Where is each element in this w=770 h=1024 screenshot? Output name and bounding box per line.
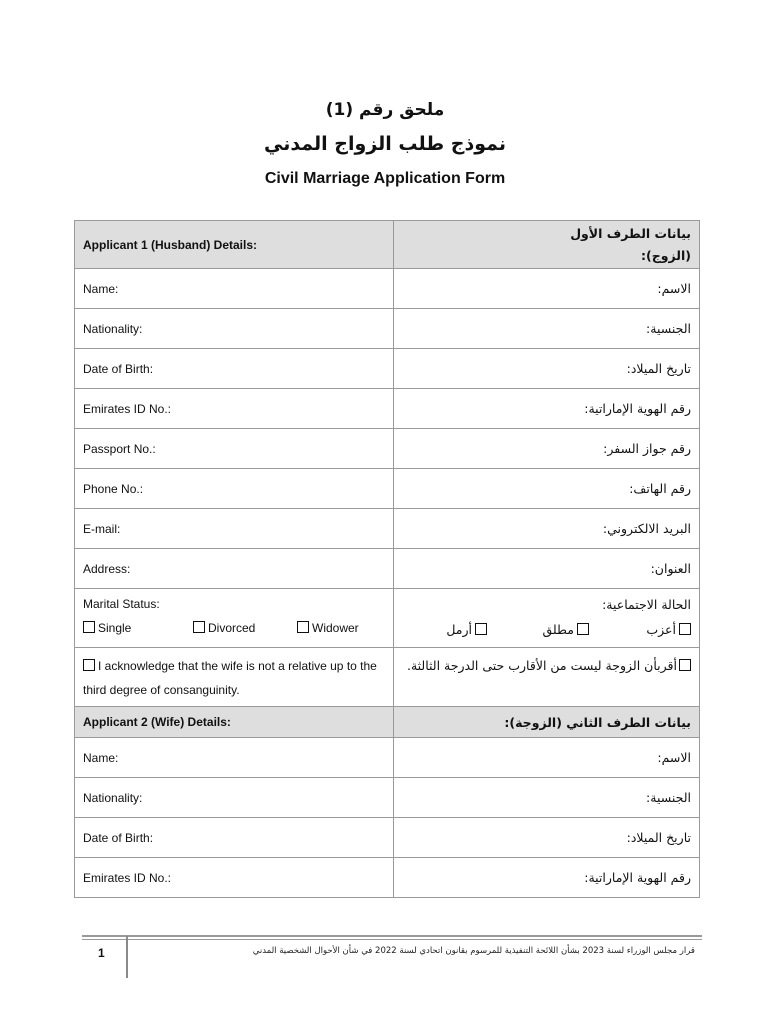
marital-status-label-ar: الحالة الاجتماعية: xyxy=(602,597,691,612)
dob-label-ar: تاريخ الميلاد: xyxy=(626,361,691,376)
form-title-english: Civil Marriage Application Form xyxy=(264,170,506,187)
wife-emirates-id-label-en: Emirates ID No.: xyxy=(75,858,394,898)
wife-field-row-name xyxy=(75,738,700,778)
divorced-checkbox-ar[interactable] xyxy=(577,623,589,635)
field-row-email xyxy=(75,509,700,549)
applicant2-heading-ar: بيانات الطرف الثاني (الزوجة): xyxy=(394,707,700,738)
page-number: 1 xyxy=(98,946,105,960)
email-label-ar: البريد الالكتروني: xyxy=(602,521,691,536)
wife-emirates-id-field[interactable] xyxy=(394,858,700,898)
footer-divider xyxy=(82,935,702,937)
field-row-address xyxy=(75,549,700,589)
single-checkbox-en[interactable] xyxy=(83,621,95,633)
wife-name-label-en: Name: xyxy=(75,738,394,778)
widower-option-ar[interactable]: أرمل xyxy=(446,622,487,637)
wife-name-field[interactable] xyxy=(394,738,700,778)
nationality-label-en: Nationality: xyxy=(75,309,394,349)
name-field[interactable] xyxy=(394,269,700,309)
wife-dob-label-ar: تاريخ الميلاد: xyxy=(626,830,691,845)
wife-nationality-field[interactable] xyxy=(394,778,700,818)
field-row-passport xyxy=(75,429,700,469)
emirates-id-field[interactable] xyxy=(394,389,700,429)
acknowledgement-checkbox-en[interactable] xyxy=(83,659,95,671)
footer-decree-text: قرار مجلس الوزراء لسنة 2023 بشأن اللائحة التنفيذية للمرسوم بقانون اتحادي لسنة 2022 في شأن الأحوال الشخصية المدني xyxy=(252,946,695,956)
email-label-en: E-mail: xyxy=(75,509,394,549)
acknowledgement-ar xyxy=(394,648,700,707)
applicant1-heading-row xyxy=(75,221,700,269)
wife-dob-field[interactable] xyxy=(394,818,700,858)
phone-field[interactable] xyxy=(394,469,700,509)
address-label-en: Address: xyxy=(75,549,394,589)
name-label-ar: الاسم: xyxy=(657,281,691,296)
field-row-dob xyxy=(75,349,700,389)
dob-field[interactable] xyxy=(394,349,700,389)
emirates-id-label-en: Emirates ID No.: xyxy=(75,389,394,429)
application-form-table xyxy=(74,220,700,898)
footer-vertical-divider xyxy=(126,936,128,978)
widower-checkbox-ar[interactable] xyxy=(475,623,487,635)
divorced-option-ar[interactable]: مطلق xyxy=(542,622,589,637)
wife-field-row-emirates-id xyxy=(75,858,700,898)
phone-label-ar: رقم الهاتف: xyxy=(629,481,691,496)
marital-status-row xyxy=(75,589,700,648)
acknowledgement-row xyxy=(75,648,700,707)
wife-field-row-nationality xyxy=(75,778,700,818)
wife-emirates-id-label-ar: رقم الهوية الإماراتية: xyxy=(584,870,691,885)
address-label-ar: العنوان: xyxy=(650,561,691,576)
passport-field[interactable] xyxy=(394,429,700,469)
passport-label-en: Passport No.: xyxy=(75,429,394,469)
nationality-label-ar: الجنسية: xyxy=(646,321,691,336)
wife-name-label-ar: الاسم: xyxy=(657,750,691,765)
field-row-name xyxy=(75,269,700,309)
divorced-checkbox-en[interactable] xyxy=(193,621,205,633)
name-label-en: Name: xyxy=(75,269,394,309)
widower-option-en[interactable]: Widower xyxy=(297,621,359,635)
single-option-en[interactable]: Single xyxy=(83,621,131,635)
footer-divider-thin xyxy=(82,939,702,940)
form-header xyxy=(0,96,770,194)
wife-field-row-dob xyxy=(75,818,700,858)
field-row-phone xyxy=(75,469,700,509)
wife-dob-label-en: Date of Birth: xyxy=(75,818,394,858)
divorced-option-en[interactable]: Divorced xyxy=(193,621,255,635)
applicant2-heading-en: Applicant 2 (Wife) Details: xyxy=(75,707,394,738)
form-title-arabic: نموذج طلب الزواج المدني xyxy=(263,133,507,155)
dob-label-en: Date of Birth: xyxy=(75,349,394,389)
single-checkbox-ar[interactable] xyxy=(679,623,691,635)
passport-label-ar: رقم جواز السفر: xyxy=(603,441,691,456)
applicant2-heading-row xyxy=(75,707,700,738)
applicant1-heading-en: Applicant 1 (Husband) Details: xyxy=(75,221,394,269)
emirates-id-label-ar: رقم الهوية الإماراتية: xyxy=(584,401,691,416)
applicant1-heading-ar: بيانات الطرف الأول (الزوج): xyxy=(394,221,700,269)
acknowledgement-text-ar: أقربأن الزوجة ليست من الأقارب حتى الدرجة الثالثة. xyxy=(406,658,677,673)
acknowledgement-text-en: I acknowledge that the wife is not a relative up to the third degree of consanguinity. xyxy=(83,659,377,697)
phone-label-en: Phone No.: xyxy=(75,469,394,509)
email-field[interactable] xyxy=(394,509,700,549)
field-row-nationality xyxy=(75,309,700,349)
acknowledgement-en xyxy=(75,648,394,707)
address-field[interactable] xyxy=(394,549,700,589)
wife-nationality-label-en: Nationality: xyxy=(75,778,394,818)
marital-status-ar xyxy=(394,589,700,648)
marital-status-en xyxy=(75,589,394,648)
annex-number: ملحق رقم (1) xyxy=(325,100,445,120)
widower-checkbox-en[interactable] xyxy=(297,621,309,633)
single-option-ar[interactable]: أعزب xyxy=(646,622,691,637)
field-row-emirates-id xyxy=(75,389,700,429)
acknowledgement-checkbox-ar[interactable] xyxy=(679,659,691,671)
marital-status-label-en: Marital Status: xyxy=(83,597,160,611)
wife-nationality-label-ar: الجنسية: xyxy=(646,790,691,805)
nationality-field[interactable] xyxy=(394,309,700,349)
